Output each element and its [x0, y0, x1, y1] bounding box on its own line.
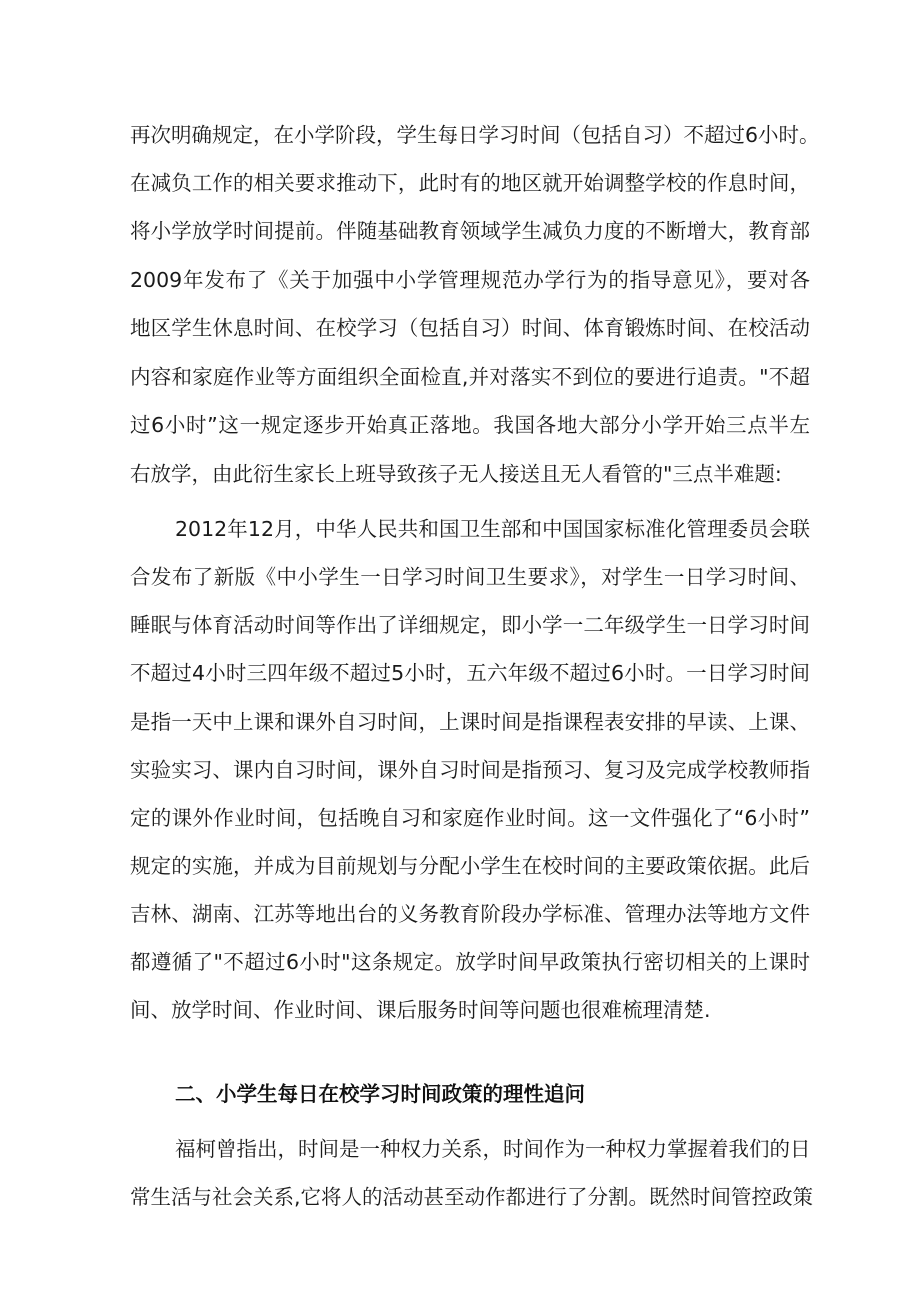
paragraph-1-line-2: 在减负工作的相关要求推动下，此时有的地区就开始调整学校的作息时间， [130, 171, 810, 195]
paragraph-2-line-7: 定的课外作业时间，包括晚自习和家庭作业时间。这一文件强化了“6小时” [130, 806, 810, 830]
paragraph-2-line-3: 睡眠与体育活动时间等作出了详细规定，即小学一二年级学生一日学习时间 [130, 613, 810, 637]
paragraph-2-line-5: 是指一天中上课和课外自习时间，上课时间是指课程表安排的早读、上课、 [130, 710, 810, 734]
paragraph-1-line-1: 再次明确规定，在小学阶段，学生每日学习时间（包括自习）不超过6小时。 [130, 123, 820, 147]
section-heading: 二、小学生每日在校学习时间政策的理性追问 [175, 1082, 585, 1106]
paragraph-1-line-3: 将小学放学时间提前。伴随基础教育领域学生减负力度的不断增大，教育部 [130, 219, 810, 243]
paragraph-3-line-1: 福柯曾指出，时间是一种权力关系，时间作为一种权力掌握着我们的日 [175, 1137, 811, 1161]
paragraph-2-line-2: 合发布了新版《中小学生一日学习时间卫生要求》，对学生一日学习时间、 [130, 565, 810, 589]
paragraph-2-line-8: 规定的实施，并成为目前规划与分配小学生在校时间的主要政策依据。此后 [130, 854, 810, 878]
paragraph-1-line-7: 过6小时”这一规定逐步开始真正落地。我国各地大部分小学开始三点半左 [130, 413, 810, 437]
paragraph-2-line-10: 都遵循了"不超过6小时"这条规定。放学时间早政策执行密切相关的上课时 [130, 950, 810, 974]
paragraph-3-line-2: 常生活与社会关系,它将人的活动甚至动作都进行了分割。既然时间管控政策 [130, 1185, 814, 1209]
paragraph-1-line-8: 右放学，由此衍生家长上班导致孩子无人接送且无人看管的"三点半难题: [130, 462, 782, 486]
paragraph-1-line-6: 内容和家庭作业等方面组织全面检直,并对落实不到位的要进行追责。"不超 [130, 365, 810, 389]
paragraph-1-line-5: 地区学生休息时间、在校学习（包括自习）时间、体育锻炼时间、在校活动 [130, 316, 810, 340]
paragraph-1-line-4: 2009年发布了《关于加强中小学管理规范办学行为的指导意见》，要对各 [130, 268, 810, 292]
paragraph-2-line-9: 吉林、湖南、江苏等地出台的义务教育阶段办学标准、管理办法等地方文件 [130, 902, 810, 926]
paragraph-2-line-11: 间、放学时间、作业时间、课后服务时间等问题也很难梳理清楚. [130, 998, 711, 1022]
paragraph-2-line-1: 2012年12月，中华人民共和国卫生部和中国国家标准化管理委员会联 [175, 517, 810, 541]
paragraph-2-line-6: 实验实习、课内自习时间，课外自习时间是指预习、复习及完成学校教师指 [130, 758, 810, 782]
paragraph-2-line-4: 不超过4小时三四年级不超过5小时，五六年级不超过6小时。一日学习时间 [130, 661, 810, 685]
